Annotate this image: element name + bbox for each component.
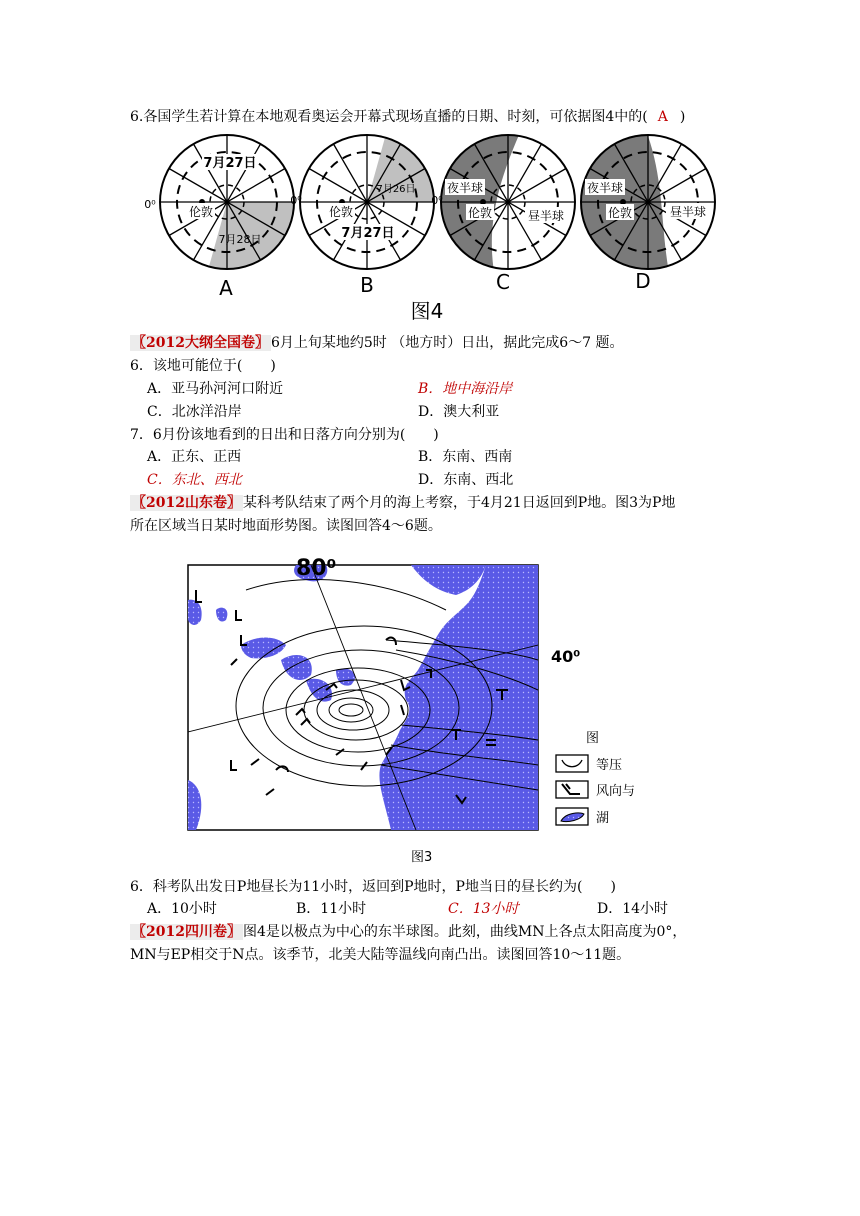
legend-wind: 风向与 <box>596 784 636 799</box>
circle-b <box>290 135 434 269</box>
dagang-q7-opt-c: C．东北、西北 <box>147 472 242 488</box>
d-label-day: 昼半球 <box>669 205 707 219</box>
b-zero-label: 0⁰ <box>290 194 302 207</box>
dagang-tag: 〖2012大纲全国卷〗 <box>132 335 269 351</box>
dagang-intro: 6月上旬某地约5时 （地方时）日出，据此完成6～7 题。 <box>270 335 624 351</box>
label-40deg: 40⁰ <box>551 647 581 666</box>
daylength-opt-b: B．11小时 <box>296 901 367 917</box>
shandong-line2: 所在区域当日某时地面形势图。读图回答4～6题。 <box>130 518 442 534</box>
sichuan-text1: 图4是以极点为中心的东半球图。此刻，曲线MN上各点太阳高度为0°， <box>242 924 687 940</box>
c-label-london: 伦敦 <box>467 206 493 220</box>
label-80deg: 80⁰ <box>296 556 337 581</box>
daylength-q6: 6．科考队出发日P地昼长为11小时，返回到P地时，P地当日的昼长约为( ) <box>130 879 616 895</box>
dagang-q6-opt-d: D．澳大利亚 <box>418 404 500 420</box>
figure4-diagram <box>140 128 730 328</box>
q6-olympic-line <box>130 106 685 126</box>
b-label-jul26: 7月26日 <box>376 184 416 195</box>
dagang-q6-opt-b: B．地中海沿岸 <box>418 381 513 397</box>
letter-d: D <box>635 269 651 293</box>
daylength-opt-a: A．10小时 <box>147 901 217 917</box>
sichuan-line1 <box>130 921 686 941</box>
a-label-london: 伦敦 <box>188 205 214 219</box>
dagang-q7-opt-b: B．东南、西南 <box>418 449 513 465</box>
circle-d <box>580 128 715 278</box>
figure3-caption: 图3 <box>411 850 433 865</box>
a-zero-label: 0⁰ <box>144 198 156 211</box>
letter-b: B <box>360 273 374 297</box>
b-label-jul27: 7月27日 <box>341 226 395 241</box>
daylength-opt-c: C．13小时 <box>448 901 519 917</box>
a-label-jul27: 7月27日 <box>203 156 257 171</box>
dagang-q7-opt-a: A．正东、正西 <box>147 449 242 465</box>
dagang-q6-opt-c: C．北冰洋沿岸 <box>147 404 242 420</box>
daylength-opt-d: D．14小时 <box>597 901 669 917</box>
letter-a: A <box>219 276 233 300</box>
legend-isobar: 等压 <box>596 758 623 773</box>
dagang-q6: 6．该地可能位于( ) <box>130 358 276 374</box>
shandong-tag: 〖2012山东卷〗 <box>132 495 241 511</box>
q6-olympic-text: 6.各国学生若计算在本地观看奥运会开幕式现场直播的日期、时刻，可依据图4中的( <box>130 109 648 125</box>
letter-c: C <box>496 270 510 294</box>
sichuan-tag: 〖2012四川卷〗 <box>132 924 241 940</box>
c-label-day: 昼半球 <box>527 209 565 223</box>
shandong-line1 <box>130 492 675 512</box>
circle-c <box>431 128 575 278</box>
d-label-night: 夜半球 <box>586 181 624 195</box>
circle-a <box>144 135 294 269</box>
d-label-london: 伦敦 <box>607 206 633 220</box>
c-zero-label: 0⁰ <box>431 194 443 207</box>
legend-lake: 湖 <box>596 811 610 826</box>
dagang-intro-line <box>130 332 624 352</box>
sichuan-line2: MN与EP相交于N点。该季节，北美大陆等温线向南凸出。读图回答10～11题。 <box>130 947 631 963</box>
dagang-q7: 7．6月份该地看到的日出和日落方向分别为( ) <box>130 427 439 443</box>
shandong-text1: 某科考队结束了两个月的海上考察，于4月21日返回到P地。图3为P地 <box>242 495 676 511</box>
legend-title: 图 <box>586 731 600 746</box>
figure3-weather-map <box>186 550 666 835</box>
b-label-london: 伦敦 <box>328 205 354 219</box>
q6-olympic-answer: A <box>657 109 668 125</box>
c-label-night: 夜半球 <box>446 181 484 195</box>
dagang-q7-opt-d: D．东南、西北 <box>418 472 514 488</box>
a-label-jul28: 7月28日 <box>218 233 262 246</box>
figure4-caption: 图4 <box>410 299 444 323</box>
figure3-legend <box>556 731 635 826</box>
dagang-q6-opt-a: A．亚马孙河河口附近 <box>147 381 284 397</box>
q6-olympic-close: ) <box>679 109 686 125</box>
